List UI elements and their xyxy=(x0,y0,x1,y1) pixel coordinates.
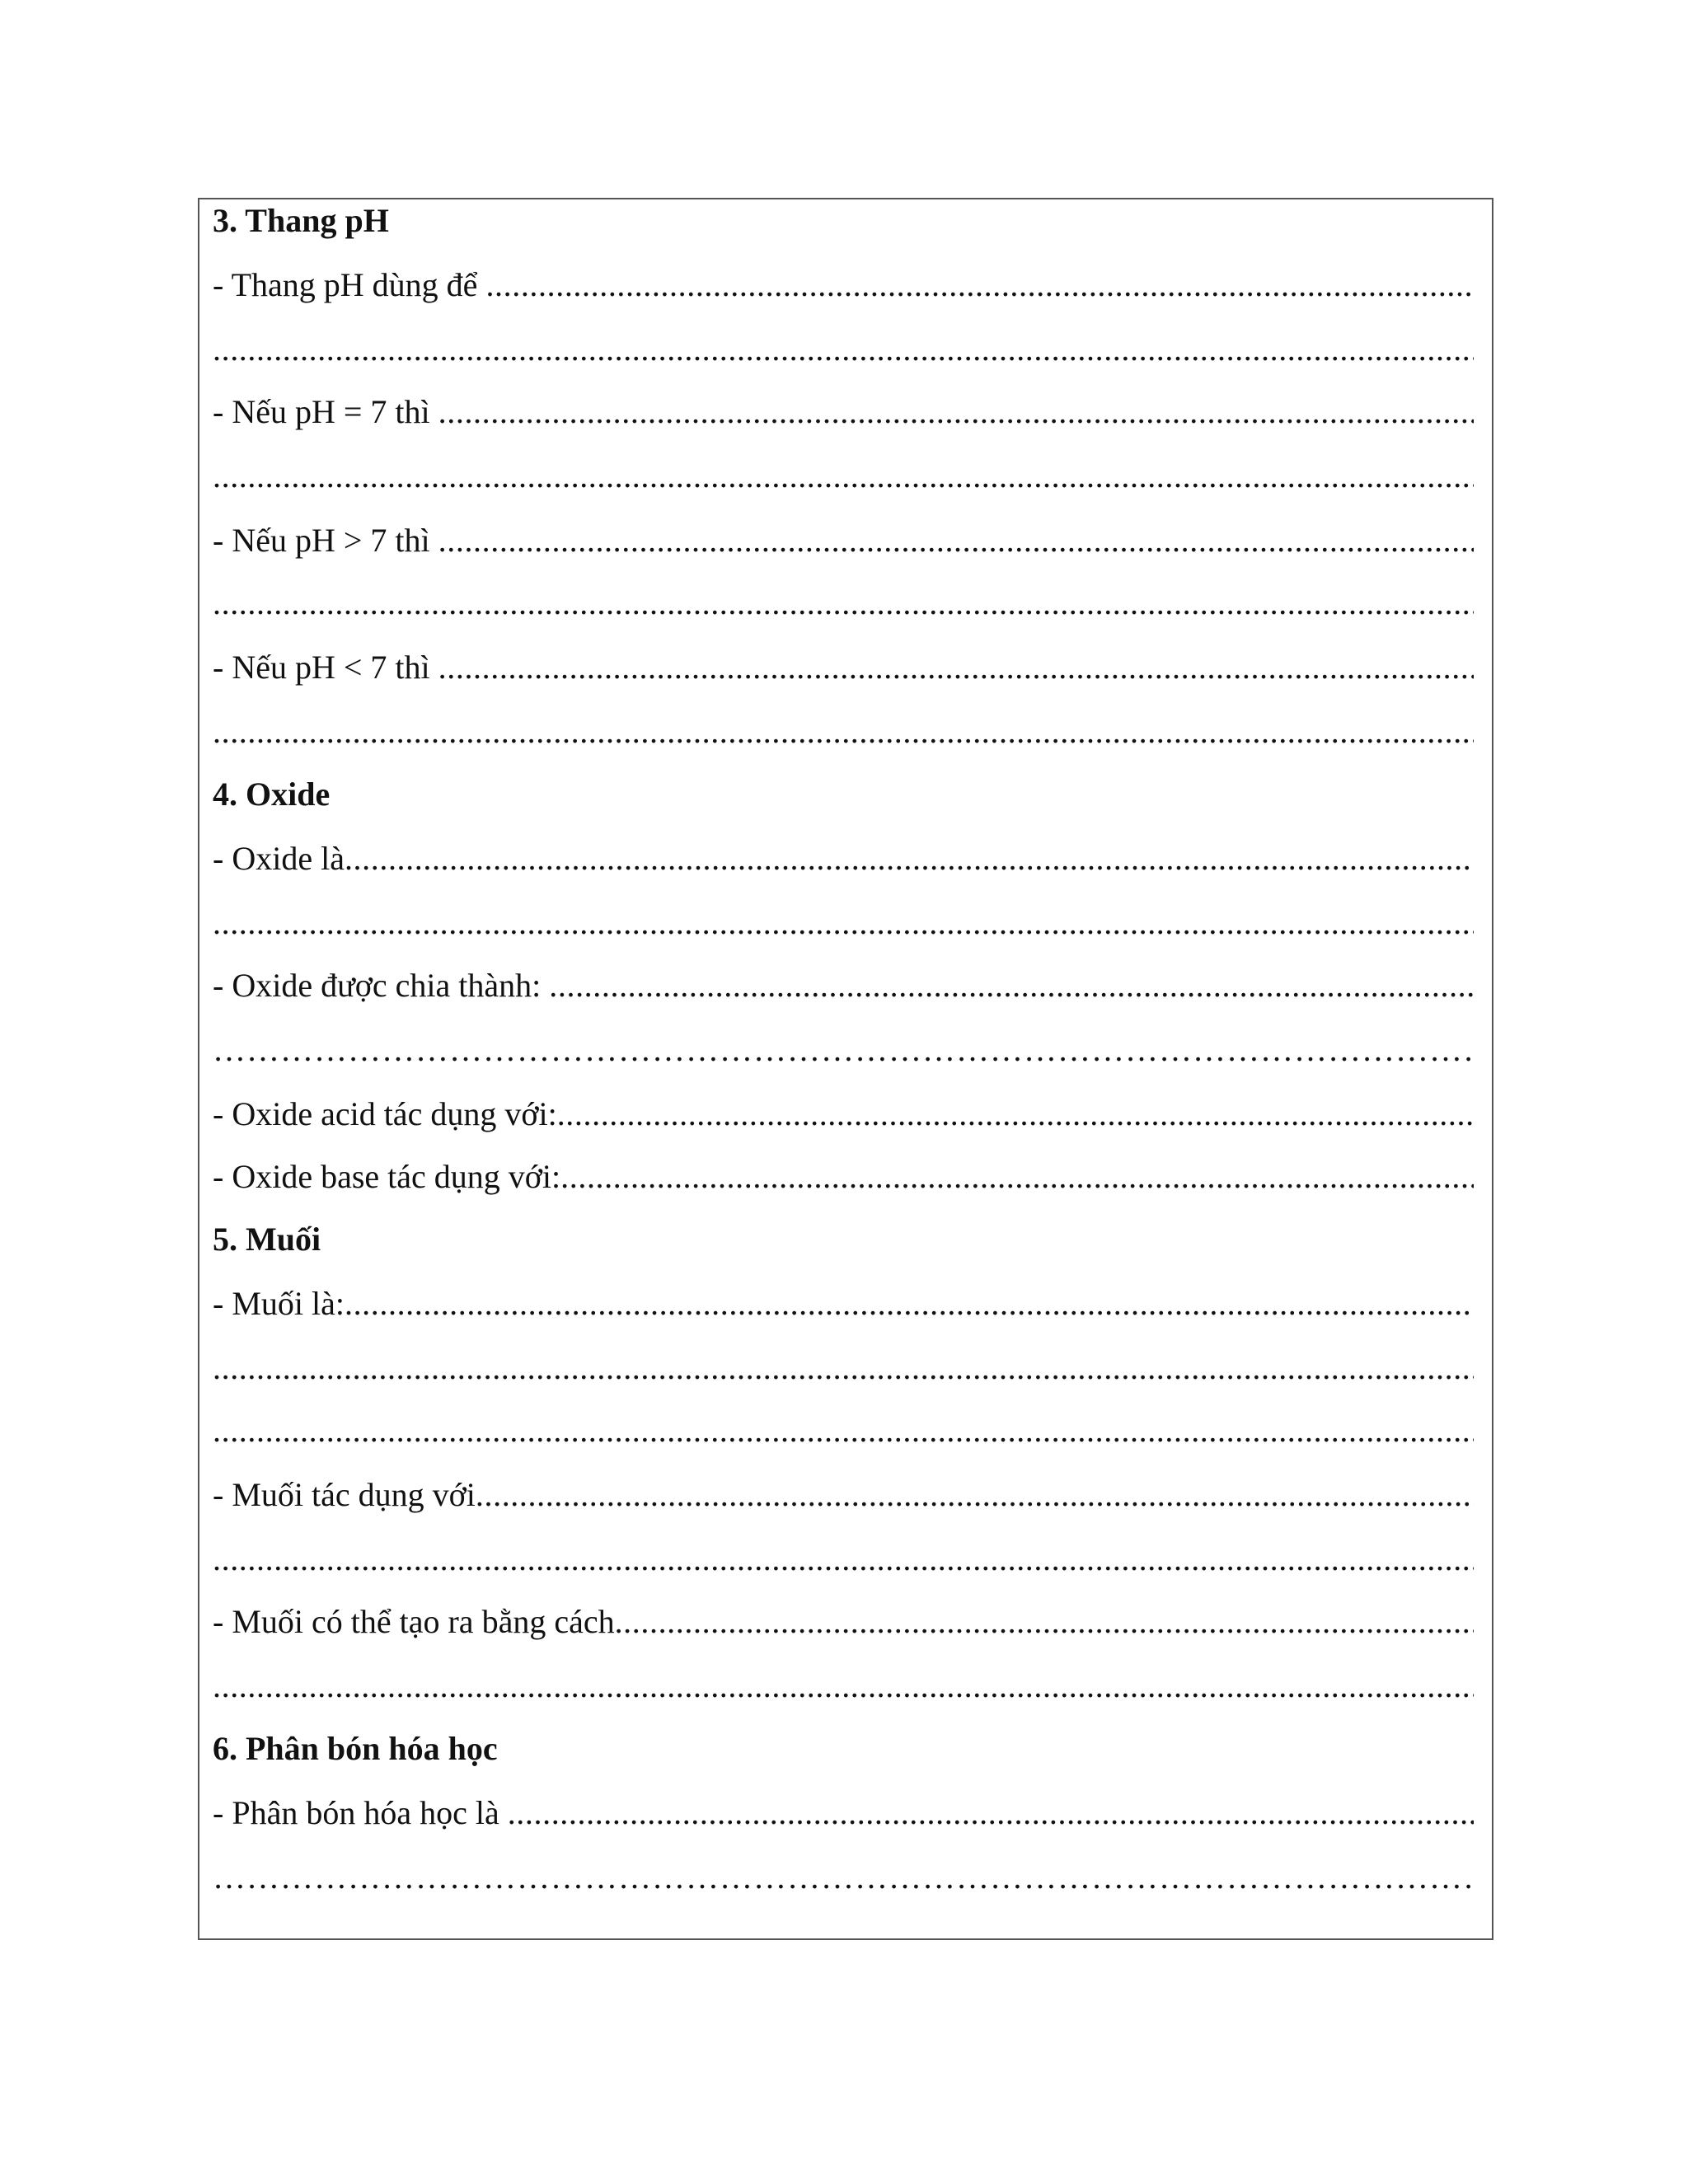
answer-blank[interactable] xyxy=(438,519,1474,562)
answer-blank[interactable] xyxy=(557,1093,1474,1136)
answer-blank[interactable] xyxy=(485,264,1474,307)
prompt-label: - Thang pH dùng để xyxy=(213,266,486,303)
answer-blank[interactable] xyxy=(438,391,1474,434)
answer-blank[interactable] xyxy=(345,1282,1474,1325)
answer-blank[interactable] xyxy=(213,1665,1474,1708)
prompt-label: - Oxide acid tác dụng với: xyxy=(213,1095,557,1132)
answer-blank[interactable] xyxy=(438,646,1474,689)
prompt-phan-bon-definition xyxy=(213,1792,1474,1835)
answer-blank[interactable] xyxy=(213,710,1474,753)
prompt-muoi-reacts xyxy=(213,1474,1474,1516)
prompt-ph-less-7 xyxy=(213,646,1474,689)
prompt-label: - Oxide base tác dụng với: xyxy=(213,1158,561,1195)
prompt-label: - Nếu pH > 7 thì xyxy=(213,522,438,559)
answer-blank[interactable] xyxy=(213,1029,1474,1071)
answer-blank[interactable] xyxy=(476,1474,1474,1516)
answer-blank[interactable] xyxy=(549,964,1474,1007)
prompt-oxide-definition xyxy=(213,837,1474,880)
answer-blank[interactable] xyxy=(213,1347,1474,1390)
section-heading-oxide: 4. Oxide xyxy=(213,776,331,813)
answer-line[interactable] xyxy=(213,710,1474,753)
prompt-thang-ph-purpose xyxy=(213,264,1474,307)
prompt-label: - Phân bón hóa học là xyxy=(213,1794,508,1831)
answer-line[interactable] xyxy=(213,1029,1474,1071)
answer-line[interactable] xyxy=(213,1409,1474,1452)
prompt-ph-equal-7 xyxy=(213,391,1474,434)
answer-line[interactable] xyxy=(213,1665,1474,1708)
prompt-label: - Muối là: xyxy=(213,1285,345,1322)
prompt-label: - Nếu pH < 7 thì xyxy=(213,649,438,686)
prompt-muoi-formation xyxy=(213,1601,1474,1643)
answer-line[interactable] xyxy=(213,455,1474,498)
answer-line[interactable] xyxy=(213,582,1474,625)
answer-blank[interactable] xyxy=(615,1601,1474,1643)
answer-line[interactable] xyxy=(213,328,1474,371)
answer-blank[interactable] xyxy=(560,1155,1474,1198)
answer-blank[interactable] xyxy=(213,1538,1474,1581)
answer-line[interactable] xyxy=(213,902,1474,944)
section-heading-muoi: 5. Muối xyxy=(213,1221,321,1258)
prompt-label: - Nếu pH = 7 thì xyxy=(213,393,438,430)
answer-blank[interactable] xyxy=(213,1409,1474,1452)
answer-blank[interactable] xyxy=(213,328,1474,371)
section-heading-phan-bon: 6. Phân bón hóa học xyxy=(213,1730,498,1767)
answer-line[interactable] xyxy=(213,1856,1474,1899)
answer-blank[interactable] xyxy=(213,455,1474,498)
prompt-muoi-definition xyxy=(213,1282,1474,1325)
answer-blank[interactable] xyxy=(213,1856,1474,1899)
prompt-oxide-base-reacts xyxy=(213,1155,1474,1198)
answer-line[interactable] xyxy=(213,1538,1474,1581)
answer-blank[interactable] xyxy=(345,837,1474,880)
prompt-ph-greater-7 xyxy=(213,519,1474,562)
prompt-label: - Oxide được chia thành: xyxy=(213,967,550,1004)
section-heading-thang-ph: 3. Thang pH xyxy=(213,202,389,239)
answer-blank[interactable] xyxy=(213,582,1474,625)
prompt-label: - Muối tác dụng với xyxy=(213,1476,476,1513)
prompt-oxide-acid-reacts xyxy=(213,1093,1474,1136)
answer-blank[interactable] xyxy=(508,1792,1474,1835)
prompt-oxide-classification xyxy=(213,964,1474,1007)
answer-blank[interactable] xyxy=(213,902,1474,944)
answer-line[interactable] xyxy=(213,1347,1474,1390)
prompt-label: - Oxide là xyxy=(213,840,345,877)
prompt-label: - Muối có thể tạo ra bằng cách xyxy=(213,1603,615,1640)
